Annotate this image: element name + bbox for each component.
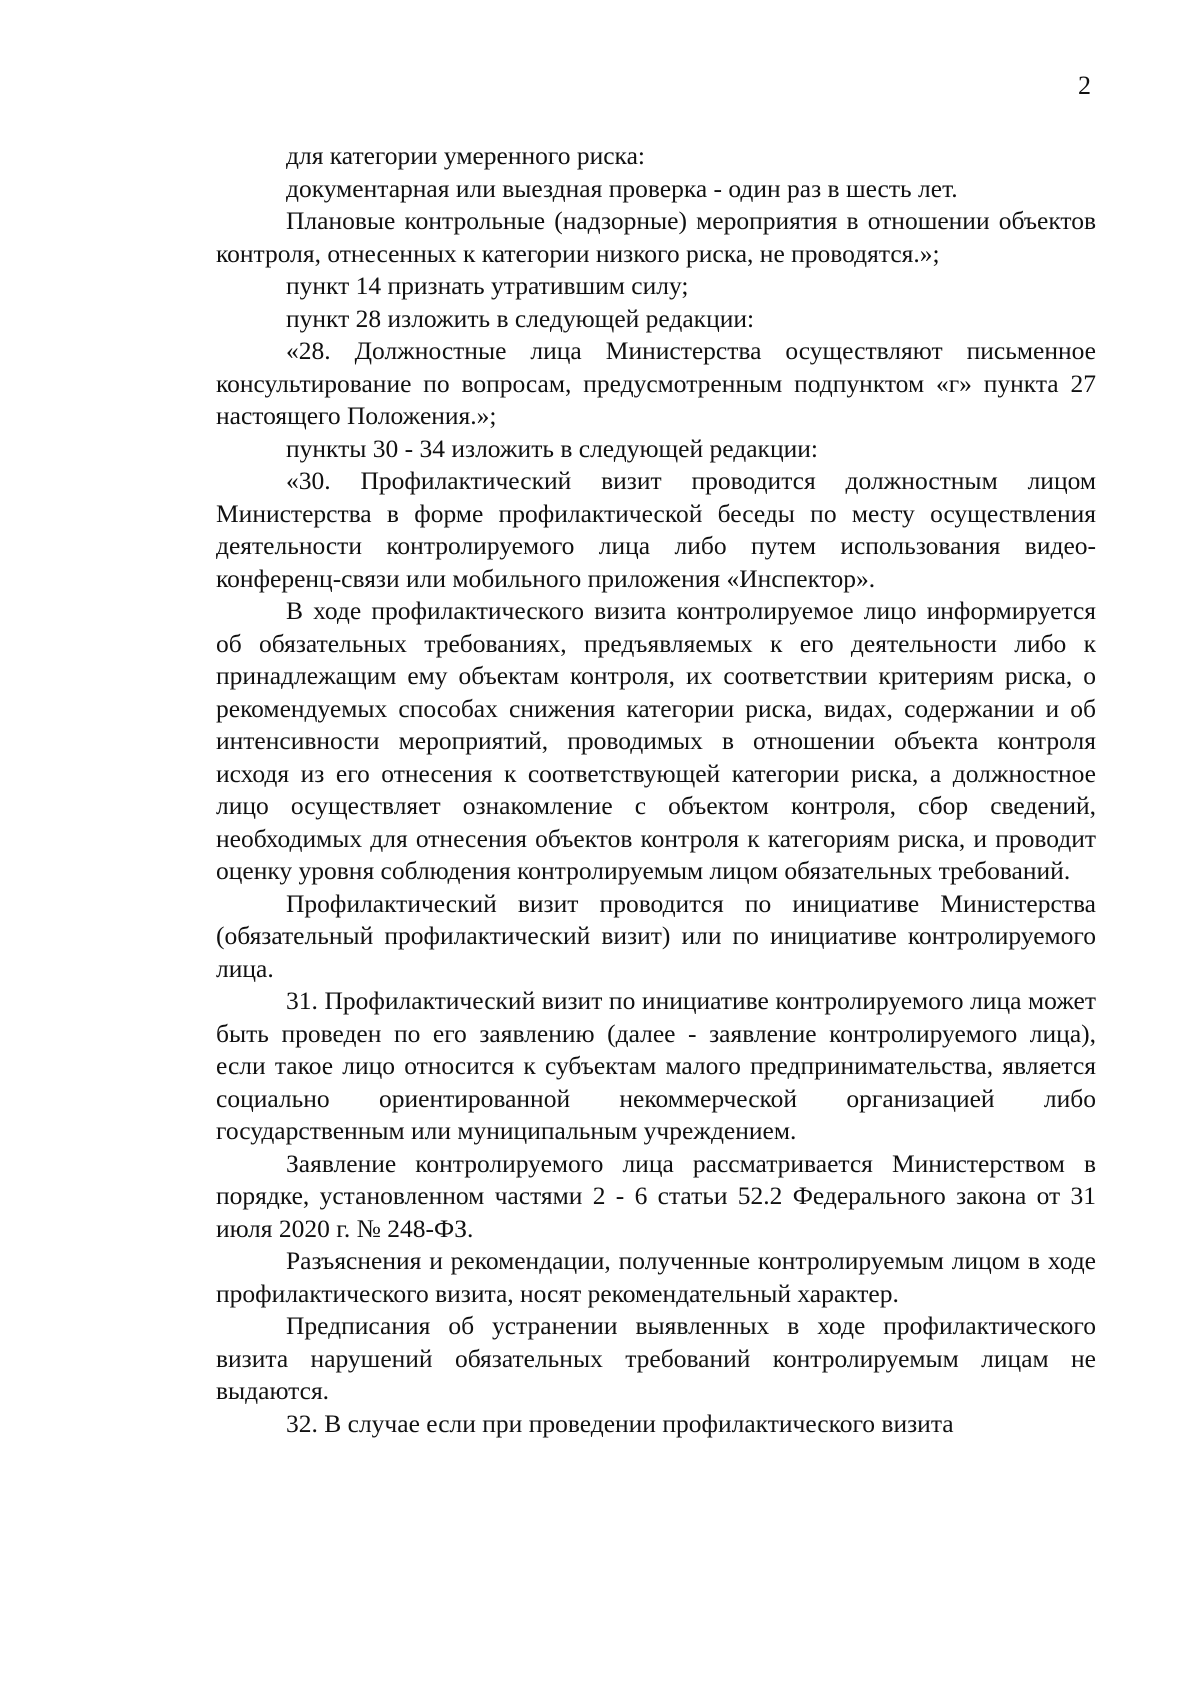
paragraph: «28. Должностные лица Министерства осуществляют письменное консультирование по вопросам, предусмотренным подпунктом «г» пункта 27 настоящего Положения.»;: [216, 336, 1096, 430]
paragraph: пункты 30 - 34 изложить в следующей редакции:: [286, 433, 818, 463]
paragraph: Предписания об устранении выявленных в ходе профилактического визита нарушений обязательных требований контролируемым лицам не выдаются.: [216, 1311, 1096, 1405]
paragraph: 32. В случае если при проведении профилактического визита: [286, 1408, 954, 1438]
paragraph: Профилактический визит проводится по инициативе Министерства (обязательный профилактический визит) или по инициативе контролируемого лица.: [216, 888, 1096, 983]
paragraph: Заявление контролируемого лица рассматривается Министерством в порядке, установленном частями 2 - 6 статьи 52.2 Федерального закона от 31 июля 2020 г. № 248-ФЗ.: [216, 1148, 1096, 1243]
paragraph: В ходе профилактического визита контролируемое лицо информируется об обязательных требованиях, предъявляемых к его деятельности либо к принадлежащим ему объектам контроля, их соответствии критериям риска, о рекомендуемых способах снижения категории риска, видах, содержании и об интенсивности мероприятий, проводимых в отношении объекта контроля исходя из его отнесения к соответствующей категории риска, а должностное лицо осуществляет ознакомление с объектом контроля, сбор сведений, необходимых для отнесения объектов контроля к категориям риска, и проводит оценку уровня соблюдения контролируемым лицом обязательных требований.: [216, 596, 1096, 885]
paragraph: Плановые контрольные (надзорные) мероприятия в отношении объектов контроля, отнесенных к категории низкого риска, не проводятся.»;: [216, 206, 1096, 268]
page-number: 2: [1078, 71, 1091, 100]
paragraph: пункт 28 изложить в следующей редакции:: [286, 303, 755, 333]
paragraph: 31. Профилактический визит по инициативе контролируемого лица может быть проведен по его заявлению (далее - заявление контролируемого лица), если такое лицо относится к субъектам малого предпринимательства, является социально ориентированной некоммерческой организацией либо государственным или муниципальным учреждением.: [216, 986, 1096, 1145]
paragraph: документарная или выездная проверка - один раз в шесть лет.: [286, 173, 958, 203]
document-body: [216, 140, 1096, 1440]
paragraph: для категории умеренного риска:: [286, 141, 645, 170]
paragraph: «30. Профилактический визит проводится должностным лицом Министерства в форме профилактической беседы по месту осуществления деятельности контролируемого лица либо путем использования видео-конференц-связи или мобильного приложения «Инспектор».: [216, 466, 1096, 593]
paragraph: Разъяснения и рекомендации, полученные контролируемым лицом в ходе профилактического визита, носят рекомендательный характер.: [216, 1246, 1096, 1308]
paragraph: пункт 14 признать утратившим силу;: [286, 271, 689, 300]
